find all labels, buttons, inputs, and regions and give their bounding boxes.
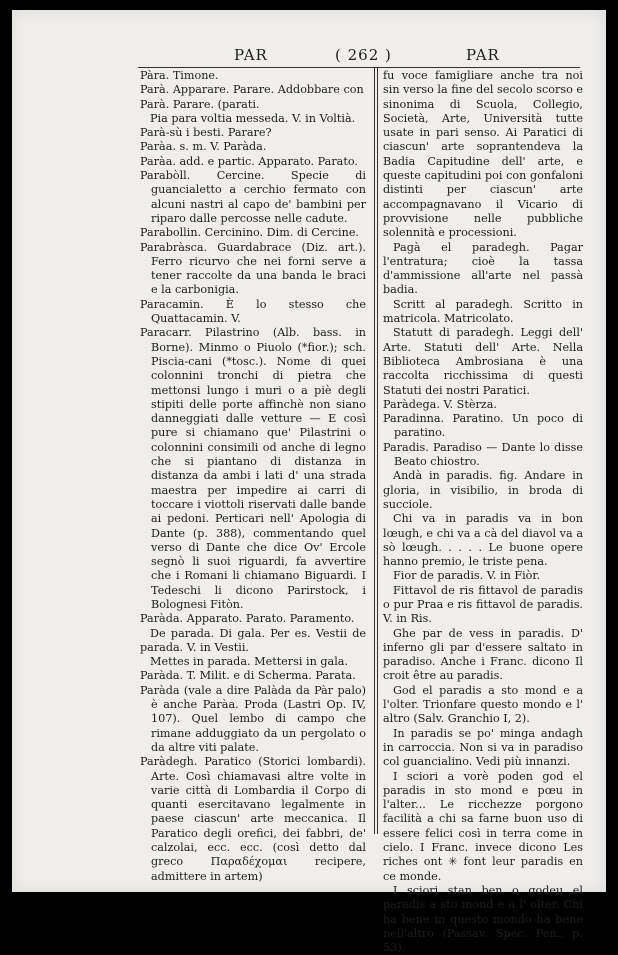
- page-number: ( 262 ): [335, 46, 392, 64]
- dictionary-entry: Paràda. T. Milit. e di Scherma. Parata.: [140, 669, 356, 683]
- left-column: [140, 69, 366, 884]
- dictionary-entry: Paràa. add. e partic. Apparato. Parato.: [140, 154, 358, 168]
- dictionary-entry: Ghe par de vess in paradis. D' inferno gli par d'essere saltato in paradiso. Anche i Franc. dicono Il croit être au paradis.: [383, 626, 583, 683]
- right-column: [383, 69, 583, 955]
- dictionary-entry: I sciori stan ben o godeu el paradis a sto mond e a l' olter. Chi ha bene in questo mondo ha bene nell'altro (Passav. Spec. Pen., p. 53).: [383, 883, 583, 955]
- header-rule: [138, 67, 580, 68]
- dictionary-entry: Parà. Apparare. Parare. Addobbare con: [140, 83, 364, 97]
- dictionary-entry: Parabollin. Cercinino. Dim. di Cercine.: [140, 226, 359, 240]
- dictionary-entry: Paradinna. Paratino. Un poco di paratino.: [383, 412, 583, 440]
- dictionary-entry: Pàra. Timone.: [140, 69, 219, 82]
- dictionary-entry: Statutt di paradegh. Leggi dell' Arte. Statuti dell' Arte. Nella Biblioteca Ambrosiana è una raccolta ricchissima di questi Statuti dei nostri Paratici.: [383, 326, 583, 397]
- dictionary-entry: Scritt al paradegh. Scritto in matricola. Matricolato.: [383, 297, 583, 326]
- dictionary-entry: I sciori a vorè poden god el paradis in sto mond e pœu in l'alter... Le ricchezze porgono facilità a chi sa farne buon uso di essere felici così in terra come in cielo. I Franc. invece dicono Les riches ont ✳ font leur paradis en ce monde.: [383, 769, 583, 883]
- dictionary-entry: Paràda (vale a dire Palàda da Pàr palo) è anche Paràa. Proda (Lastri Op. IV, 107). Quel lembo di campo che rimane adduggiato da un pergolato o da altre viti palate.: [140, 683, 366, 754]
- running-head-right: PAR: [466, 46, 500, 64]
- dictionary-entry: Parà. Parare. (parati.: [140, 97, 260, 111]
- dictionary-entry: Paràda. Apparato. Parato. Paramento.: [140, 612, 355, 626]
- dictionary-entry: Paracarr. Pilastrino (Alb. bass. in Borne). Minmo o Piuolo (*fior.); sch. Piscia-cani (*tosc.). Nome di quei colonnini tronchi di pietra che mettonsi lungo i muri o a piè degli stipiti delle porte affinchè non siano danneggiati dalle vetture — E così pure si chiamano que' Pilastrini o colonnini consimili od anche di legno che si piantano di distanza in distanza da ambi i lati d' una strada maestra per impedire ai carri di toccare i viottoli riservati dalle bande ai pedoni. Perticari nell' Apologia di Dante (p. 388), commentando quel verso di Dante che dice Ov' Ercole segnò li suoi riguardi, fa avvertire che i Romani li chiamano Biguardi. I Tedeschi li dicono Parirstock, i Bolognesi Fitòn.: [140, 326, 366, 611]
- dictionary-entry: Paràa. s. m. V. Paràda.: [140, 140, 267, 154]
- dictionary-entry: Andà in paradis. fig. Andare in gloria, in visibilio, in broda di succiole.: [383, 469, 583, 511]
- dictionary-entry: De parada. Di gala. Per es. Vestii de parada. V. in Vestii.: [140, 626, 366, 654]
- running-head-left: PAR: [234, 46, 268, 64]
- dictionary-entry: Pagà el paradegh. Pagar l'entratura; cioè la tassa d'ammissione all'arte nel passà badia.: [383, 240, 583, 297]
- dictionary-entry: fu voce famigliare anche tra noi sin verso la fine del secolo scorso e sinonima di Scuola, Collegio, Società, Arte, Università tutte usate in pari senso. Ai Paratici di ciascun' arte soprantendeva la Badia Capitudine dell' arte, e queste capitudini poi con gonfaloni distinti per ciascun' arte accompagnavano il Vicario di provvisione nelle pubbliche solennità e processioni.: [383, 69, 583, 240]
- dictionary-entry: Pia para voltia messeda. V. in Voltià.: [150, 111, 356, 125]
- dictionary-entry: Paràdegh. Paratico (Storici lombardi). Arte. Così chiamavasi altre volte in varie città di Lombardia il Corpo di quanti esercitavano legalmente in paese ciascun' arte meccanica. Il Paratico degli orefici, dei fabbri, de' calzolai, ecc. ecc. (così detto dal greco Παραδέχομαι recipere, admittere in artem): [140, 755, 366, 883]
- dictionary-entry: Mettes in parada. Mettersi in gala.: [150, 655, 349, 669]
- dictionary-entry: Fittavol de ris fittavol de paradis o pur Praa e ris fittavol de paradis. V. in Ris.: [383, 583, 583, 626]
- dictionary-entry: Fior de paradis. V. in Fiòr.: [393, 569, 541, 583]
- dictionary-entry: In paradis se po' minga andagh in carroccia. Non si va in paradiso col guancialino. Vedi più innanzi.: [383, 726, 583, 769]
- book-page: [12, 10, 606, 955]
- dictionary-entry: Paracamin. È lo stesso che Quattacamin. V.: [140, 297, 366, 326]
- column-divider: [374, 68, 378, 834]
- dictionary-entry: Chi va in paradis va in bon lœugh, e chi va a cà del diavol va a sò lœugh. . . . . Le buone opere hanno premio, le triste pena.: [383, 512, 583, 569]
- dictionary-entry: God el paradis a sto mond e a l'olter. Trionfare questo mondo e l' altro (Salv. Granchio I, 2).: [383, 683, 583, 726]
- dictionary-entry: Parà-sù i besti. Parare?: [140, 126, 272, 140]
- dictionary-entry: Parabòll. Cercine. Specie di guancialetto a cerchio fermato con alcuni nastri al capo de' bambini per riparo dalle percosse nelle cadute.: [140, 169, 366, 225]
- dictionary-entry: Paràdega. V. Stèrza.: [383, 397, 497, 411]
- dictionary-entry: Paradis. Paradiso — Dante lo disse Beato chiostro.: [383, 440, 583, 469]
- dictionary-entry: Parabràsca. Guardabrace (Diz. art.). Ferro ricurvo che nei forni serve a tener raccolte da una banda le braci e la carbonigia.: [140, 240, 366, 297]
